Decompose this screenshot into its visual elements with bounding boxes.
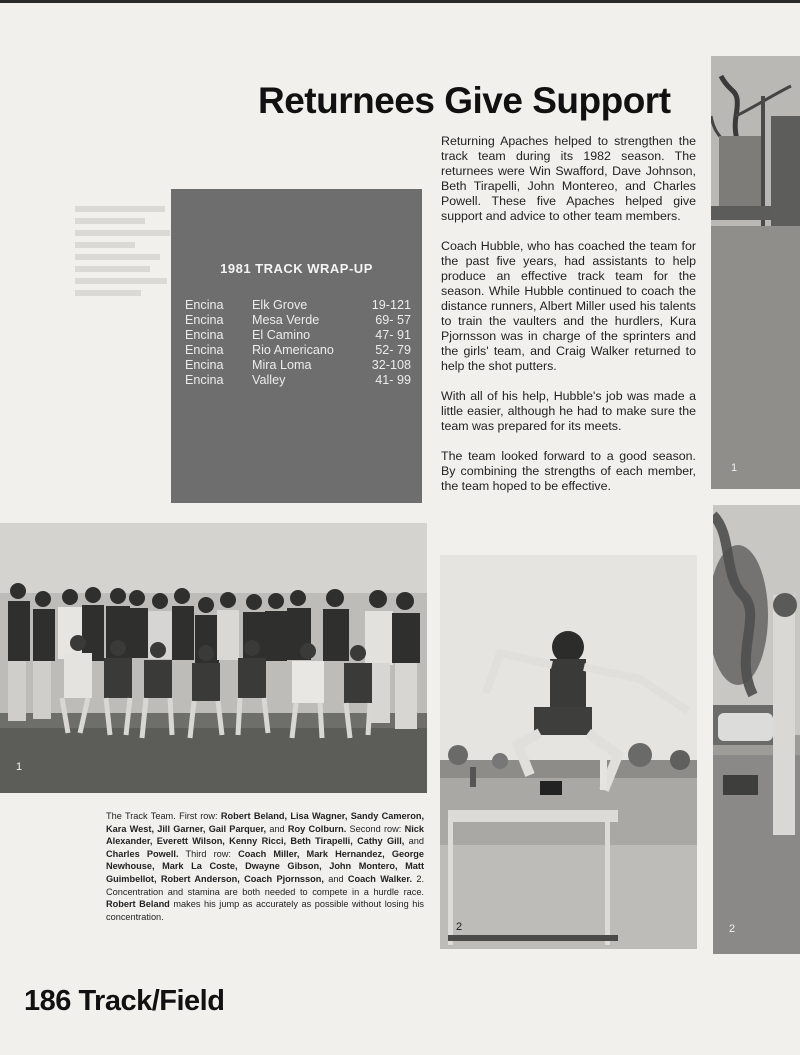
team-cell: Encina xyxy=(185,298,224,312)
opponent-cell: Valley xyxy=(252,373,286,387)
photo-number: 1 xyxy=(731,462,738,474)
wrap-up-results-table xyxy=(185,298,411,388)
caption-text: Second row: xyxy=(346,823,405,834)
caption-name: Robert Beland xyxy=(106,899,170,910)
caption-name: Coach Walker. xyxy=(347,873,413,884)
body-paragraph: The team looked forward to a good season. By combining the strengths of each member, the team hoped to be effective. xyxy=(441,449,696,493)
results-row xyxy=(185,328,411,343)
score-cell: 47- 91 xyxy=(375,328,411,342)
team-cell: Encina xyxy=(185,313,224,327)
page-top-edge xyxy=(0,0,800,3)
caption-text: and xyxy=(266,823,288,834)
body-paragraph: Coach Hubble, who has coached the team for the past five years, had assistants to help produce an effective track team for the season. While Hubble continued to coach the distance runners, Albert Miller used his talents to train the vaulters and the hurdlers, Kura Pjornsson was in charge of the sprinters and the girls' team, and Craig Walker returned to help the shot putters. xyxy=(441,239,696,373)
photo-number: 1 xyxy=(16,761,23,773)
caption-text: The Track Team. First row: xyxy=(106,811,221,821)
team-cell: Encina xyxy=(185,328,224,342)
caption-name: Robert Beland, Lisa Wagner, Sandy Cameron, Kara West, Jill Garner, Gail Parquer, xyxy=(106,811,424,834)
right-edge-photo-top xyxy=(711,56,800,489)
caption-name: Charles Powell. xyxy=(106,848,179,859)
photo-number: 2 xyxy=(729,923,736,935)
hurdle-photo xyxy=(440,555,697,949)
wrap-up-title: 1981 TRACK WRAP-UP xyxy=(220,261,373,276)
caption-text: 2. Concentration and stamina are both needed to compete in a hurdle race. xyxy=(106,873,424,897)
caption-text: Third row: xyxy=(178,848,239,859)
photo-number: 2 xyxy=(456,921,463,933)
opponent-cell: Mesa Verde xyxy=(252,313,320,327)
caption-name: Roy Colburn. xyxy=(287,823,347,834)
right-edge-photo-bottom xyxy=(713,505,800,954)
team-photo xyxy=(0,523,427,793)
team-cell: Encina xyxy=(185,373,224,387)
caption-text: and xyxy=(404,836,424,847)
opponent-cell: Rio Americano xyxy=(252,343,334,357)
team-cell: Encina xyxy=(185,343,224,357)
article-body xyxy=(441,134,696,509)
team-cell: Encina xyxy=(185,358,224,372)
score-cell: 52- 79 xyxy=(375,343,411,357)
results-row xyxy=(185,358,411,373)
score-cell: 41- 99 xyxy=(375,373,411,387)
opponent-cell: El Camino xyxy=(252,328,311,342)
opponent-cell: Elk Grove xyxy=(252,298,308,312)
bleed-through-lines xyxy=(75,200,175,302)
caption-name: Coach Miller, Mark Hernandez, George Newhouse, Mark La Coste, Dwayne Gibson, John Montero, Matt Guimbellot, Robert Anderson, Coach Pjornsson, xyxy=(106,848,424,884)
results-row xyxy=(185,343,411,358)
track-wrap-up-box xyxy=(171,189,422,503)
caption-text: and xyxy=(323,873,348,884)
photo-caption xyxy=(106,810,424,923)
body-paragraph: With all of his help, Hubble's job was made a little easier, although he had to make sure the team was prepared for its meets. xyxy=(441,389,696,433)
score-cell: 69- 57 xyxy=(375,313,411,327)
caption-text: makes his jump as accurately as possible without losing his concentration. xyxy=(106,899,425,922)
score-cell: 19-121 xyxy=(371,298,411,312)
opponent-cell: Mira Loma xyxy=(252,358,312,372)
caption-name: Nick Alexander, Everett Wilson, Kenny Ricci, Beth Tirapelli, Cathy Gill, xyxy=(106,823,424,847)
page-headline: Returnees Give Support xyxy=(258,80,671,121)
results-row xyxy=(185,373,411,388)
body-paragraph: Returning Apaches helped to strengthen the track team during its 1982 season. The returnees were Win Swafford, Dave Johnson, Beth Tirapelli, John Montereo, and Charles Powell. These five Apaches helped give support and advice to other team members. xyxy=(441,134,696,223)
score-cell: 32-108 xyxy=(371,358,411,372)
results-row xyxy=(185,313,411,328)
results-row xyxy=(185,298,411,313)
page-folio: 186 Track/Field xyxy=(24,985,225,1017)
